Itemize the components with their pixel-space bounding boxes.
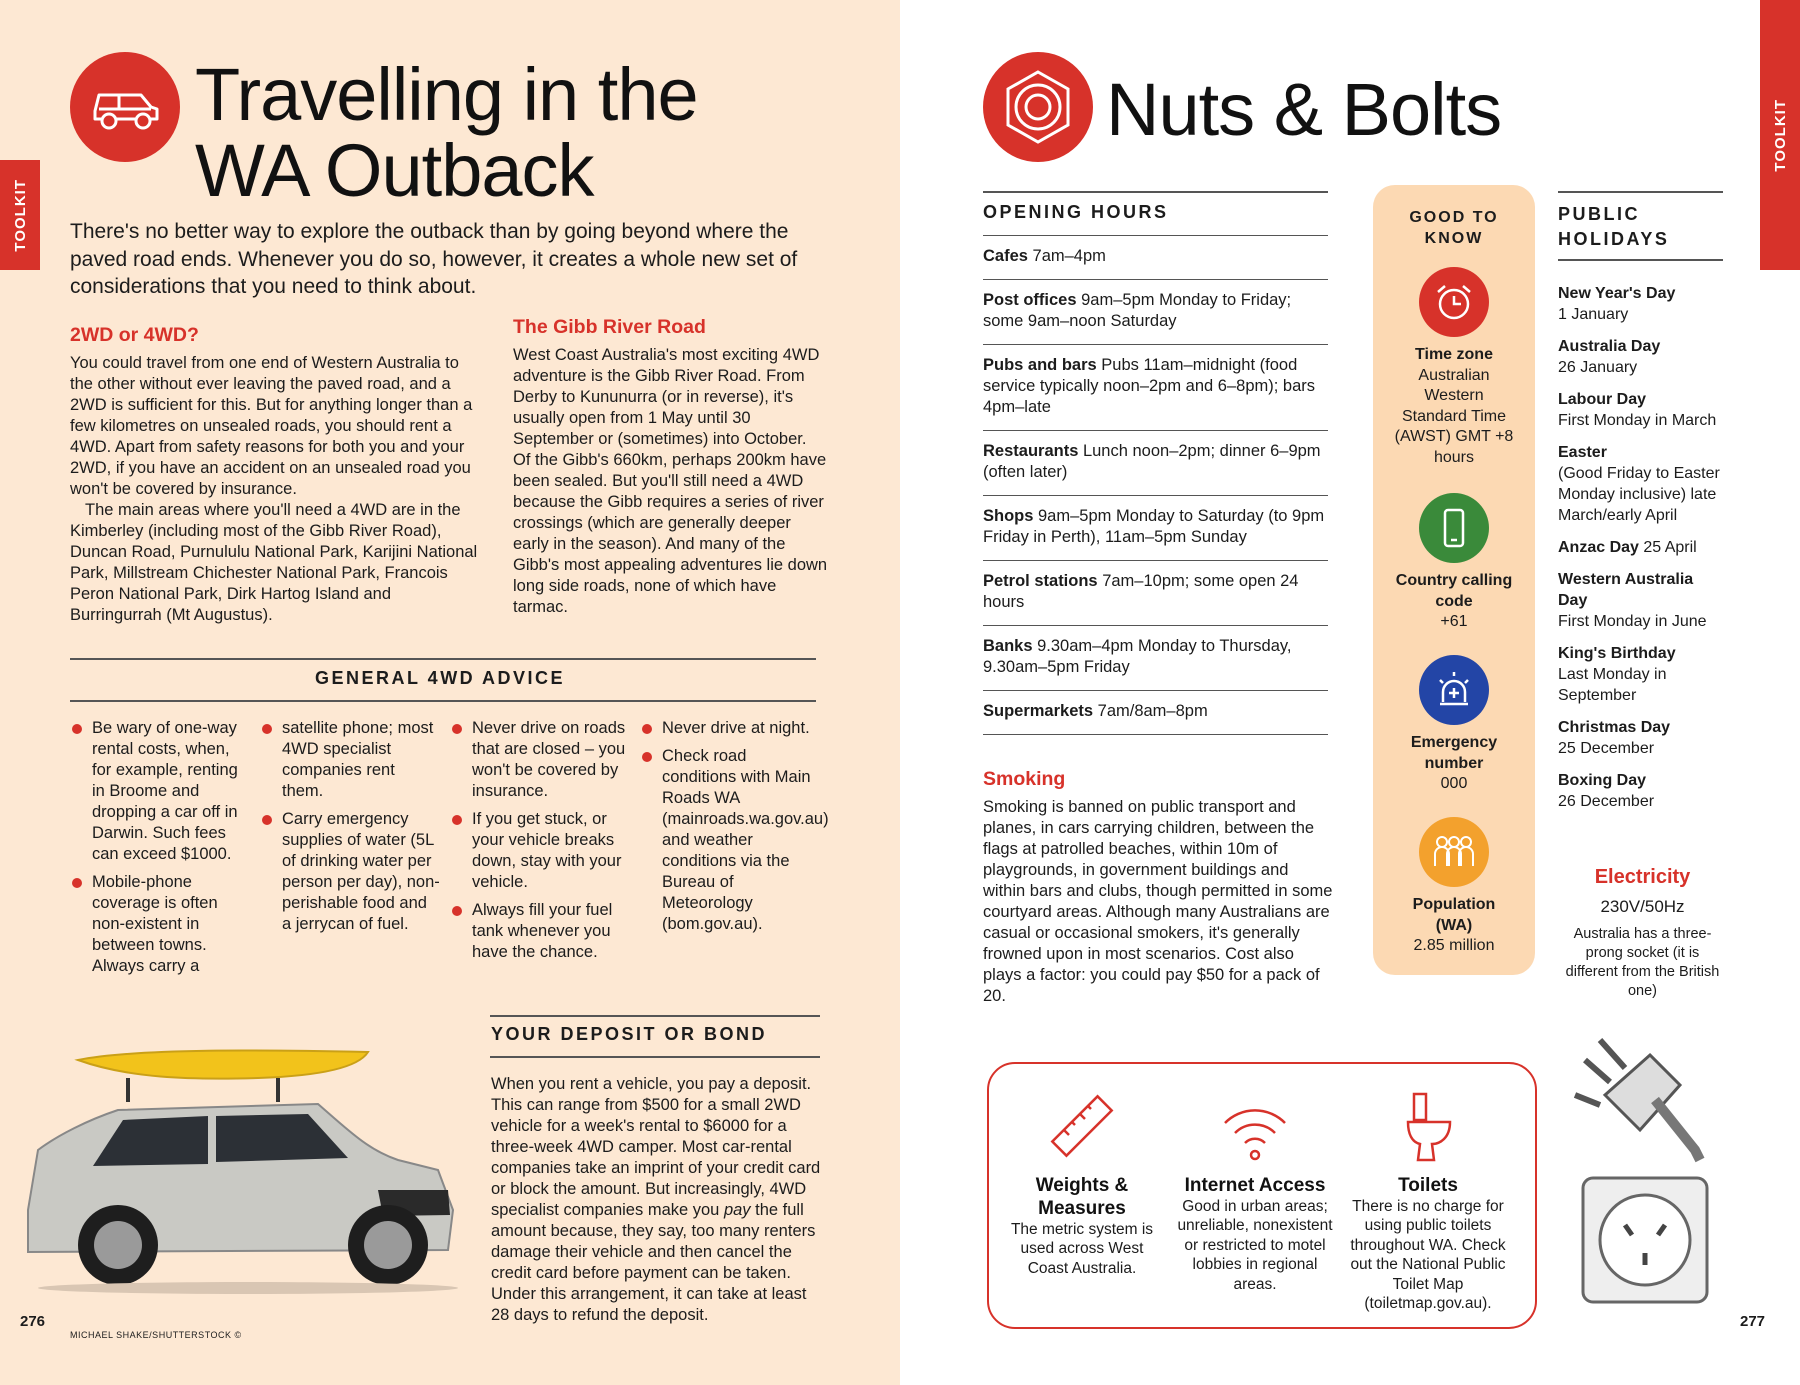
good-to-know-panel <box>1373 185 1535 975</box>
holiday-date: 25 April <box>1638 539 1697 556</box>
holiday-item <box>1558 442 1723 526</box>
opening-hours-row <box>983 345 1328 431</box>
holiday-date: First Monday in March <box>1558 412 1717 429</box>
holiday-item <box>1558 770 1723 812</box>
advice-item: Check road conditions with Main Roads WA (mainroads.wa.gov.au) and weather conditions via the Bureau of Meteorology (bom.gov.au). <box>640 746 820 935</box>
holiday-item <box>1558 537 1723 558</box>
holiday-name: Western Australia Day <box>1558 571 1694 609</box>
good-to-know-heading <box>1373 207 1535 249</box>
opening-hours-row <box>983 496 1328 561</box>
row-value: 9.30am–4pm Monday to Thursday, 9.30am–5pm Friday <box>983 637 1292 676</box>
holiday-date: 25 December <box>1558 740 1655 757</box>
section-2wd-4wd <box>70 324 485 626</box>
divider <box>490 1056 820 1058</box>
holiday-name: King's Birthday <box>1558 645 1676 662</box>
section-gibb-river-road <box>513 316 828 618</box>
section-paragraph: West Coast Australia's most exciting 4WD adventure is the Gibb River Road. From Derby to Kununurra (or in reverse), it's usually open from 1 May until 30 September or (sometimes) into October. Of the Gibb's 660km, perhaps 200km have been sealed. But you'll still need a 4WD because the Gibb requires a series of river crossings (which are generally deeper early in the season). And many of the Gibb's most appealing adventures lie down long side roads, none of which have tarmac. <box>513 346 828 616</box>
holiday-item <box>1558 389 1723 431</box>
opening-hours-row <box>983 280 1328 345</box>
electricity-text: Australia has a three-prong socket (it is different from the British one) <box>1565 926 1720 999</box>
advice-column-4 <box>640 718 829 942</box>
nut-icon <box>983 52 1093 162</box>
box-item-title: Toilets <box>1398 1174 1458 1196</box>
row-value: 7am/8am–8pm <box>1093 702 1208 720</box>
opening-hours-row <box>983 626 1328 691</box>
page-title <box>195 53 698 212</box>
emergency-item <box>1373 655 1535 795</box>
deposit-emphasis: pay <box>723 1201 751 1219</box>
advice-column-2 <box>260 718 440 942</box>
row-value: 7am–10pm; some open 24 hours <box>983 572 1299 611</box>
row-label: Restaurants <box>983 442 1079 460</box>
row-label: Post offices <box>983 291 1077 309</box>
advice-item: If you get stuck, or your vehicle breaks down, stay with your vehicle. <box>450 809 630 893</box>
holiday-date: Last Monday in September <box>1558 666 1667 704</box>
holiday-date: 26 January <box>1558 359 1638 376</box>
holiday-name: Labour Day <box>1558 391 1647 408</box>
advice-column-3 <box>450 718 630 970</box>
smoking-heading: Smoking <box>983 768 1066 790</box>
advice-item: Be wary of one-way rental costs, when, for example, renting in Broome and dropping a car off in Darwin. Such fees can exceed $1000. <box>70 718 250 865</box>
toilet-icon <box>1388 1088 1468 1168</box>
section-heading: The Gibb River Road <box>513 316 706 338</box>
holiday-item <box>1558 283 1723 325</box>
divider <box>1558 259 1723 261</box>
advice-heading: GENERAL 4WD ADVICE <box>315 668 566 688</box>
car-icon <box>70 52 180 162</box>
gtk-text: 000 <box>1440 775 1468 792</box>
toilets-item <box>1348 1088 1508 1314</box>
box-item-title: Internet Access <box>1184 1174 1326 1196</box>
alarm-clock-icon <box>1419 267 1489 337</box>
row-value: Pubs 11am–midnight (food service typically noon–2pm and 6–8pm); bars 4pm–late <box>983 356 1316 416</box>
box-item-text: The metric system is used across West Coast Australia. <box>1010 1220 1154 1277</box>
heading-line: HOLIDAYS <box>1558 229 1670 249</box>
tab-label: TOOLKIT <box>11 178 29 252</box>
heading-line: PUBLIC <box>1558 204 1640 224</box>
divider <box>70 658 816 660</box>
holiday-item <box>1558 336 1723 378</box>
holiday-item <box>1558 569 1723 632</box>
deposit-text-b: the full amount because, they say, too many renters damage their vehicle and then cancel the credit card before payment can be taken. Under this arrangement, it can take at least 28 days to refund the deposit. <box>491 1201 816 1324</box>
title-line-1: Travelling in the <box>195 53 698 136</box>
electricity-voltage: 230V/50Hz <box>1600 897 1685 916</box>
divider <box>1558 191 1723 193</box>
advice-column-1 <box>70 718 250 984</box>
deposit-text-a: When you rent a vehicle, you pay a deposit. This can range from $500 for a small 2WD vehicle for a week's rental to $6000 for a three-week 4WD camper. Most car-rental companies take an imprint of your credit card or block the amount. But increasingly, 4WD specialist companies make you <box>491 1075 821 1219</box>
advice-item: Mobile-phone coverage is often non-existent in between towns. Always carry a <box>70 872 250 977</box>
wifi-icon <box>1215 1088 1295 1168</box>
section-paragraph: You could travel from one end of Western Australia to the other without ever leaving the paved road, and a 2WD is sufficient for this. But for anything longer than a few kilometres on unsealed roads, you should rent a 4WD. Apart from safety reasons for both you and your 2WD, if you have an accident on an unsealed road you won't be covered by insurance. <box>70 354 473 498</box>
gtk-text: Australian Western Standard Time (AWST) GMT +8 hours <box>1394 366 1514 466</box>
box-item-text: Good in urban areas; unreliable, nonexistent or restricted to motel lobbies in regional areas. <box>1177 1197 1333 1293</box>
right-page <box>900 0 1800 1385</box>
ruler-icon <box>1042 1088 1122 1168</box>
holiday-name: Boxing Day <box>1558 772 1647 789</box>
advice-item: Always fill your fuel tank whenever you have the chance. <box>450 900 630 963</box>
deposit-heading: YOUR DEPOSIT OR BOND <box>491 1024 768 1044</box>
page-title: Nuts & Bolts <box>1106 68 1502 151</box>
opening-hours-list <box>983 235 1328 735</box>
row-label: Banks <box>983 637 1033 655</box>
tab-label: TOOLKIT <box>1771 98 1789 172</box>
holidays-heading <box>1558 202 1669 252</box>
opening-hours-row <box>983 691 1328 735</box>
holiday-date: 1 January <box>1558 306 1629 323</box>
plug-icon <box>1555 1020 1715 1180</box>
section-paragraph: The main areas where you'll need a 4WD are in the Kimberley (including most of the Gibb River Road), Duncan Road, Purnululu National Park, Karijini National Park, Millstream Chichester National Park, Francois Peron National Park, Dirk Hartog Island and Burringurrah (Mt Augustus). <box>70 501 478 624</box>
advice-item: Never drive on roads that are closed – you won't be covered by insurance. <box>450 718 630 802</box>
holiday-name: New Year's Day <box>1558 285 1676 302</box>
heading-line: KNOW <box>1424 230 1484 247</box>
row-value: 9am–5pm Monday to Saturday (to 9pm Friday in Perth), 11am–5pm Sunday <box>983 507 1325 546</box>
holiday-date: First Monday in June <box>1558 613 1707 630</box>
smoking-text: Smoking is banned on public transport and planes, in cars carrying children, between the flags at patrolled beaches, within 10m of playgrounds, in government buildings and within bars and clubs, though permitted in some courtyard areas. Although many Australians are casual or occasional smokers, it's generally frowned upon in most scenarios. Cost also plays a factor: you could pay $50 for a pack of 20. <box>983 798 1333 1005</box>
holiday-name: Anzac Day <box>1558 539 1639 556</box>
opening-hours-heading: OPENING HOURS <box>983 202 1169 222</box>
holiday-date: 26 December <box>1558 793 1655 810</box>
advice-item: Carry emergency supplies of water (5L of drinking water per person per day), non-perishable food and a jerrycan of fuel. <box>260 809 440 935</box>
holiday-name: Christmas Day <box>1558 719 1671 736</box>
electricity-section <box>1555 866 1730 1001</box>
siren-icon <box>1419 655 1489 725</box>
page-number: 277 <box>1740 1313 1766 1330</box>
toolkit-tab <box>0 160 40 270</box>
people-icon <box>1419 817 1489 887</box>
heading-line: GOOD TO <box>1409 209 1499 226</box>
box-item-text: There is no charge for using public toilets throughout WA. Check out the National Public Toilet Map (toiletmap.gov.au). <box>1350 1197 1506 1312</box>
row-label: Petrol stations <box>983 572 1098 590</box>
car-photo <box>18 1040 478 1295</box>
gtk-title: Time zone <box>1415 346 1493 363</box>
opening-hours-row <box>983 236 1328 280</box>
smoking-section <box>983 768 1335 1007</box>
holidays-list <box>1558 283 1723 823</box>
gtk-title: Population (WA) <box>1412 896 1496 934</box>
holiday-item <box>1558 643 1723 706</box>
calling-code-item <box>1373 493 1535 633</box>
row-label: Pubs and bars <box>983 356 1097 374</box>
electricity-heading: Electricity <box>1594 866 1691 888</box>
row-value: 7am–4pm <box>1027 247 1106 265</box>
gtk-title: Country calling code <box>1395 572 1513 610</box>
advice-item: Never drive at night. <box>640 718 820 739</box>
holiday-item <box>1558 717 1723 759</box>
row-label: Cafes <box>983 247 1028 265</box>
phone-icon <box>1419 493 1489 563</box>
section-heading: 2WD or 4WD? <box>70 324 199 346</box>
divider <box>490 1015 820 1017</box>
row-label: Supermarkets <box>983 702 1094 720</box>
photo-credit: MICHAEL SHAKE/SHUTTERSTOCK © <box>70 1330 242 1340</box>
gtk-text: 2.85 million <box>1413 937 1495 954</box>
population-item <box>1373 817 1535 957</box>
time-zone-item <box>1373 267 1535 468</box>
divider <box>983 191 1328 193</box>
page-number: 276 <box>20 1313 46 1330</box>
gtk-text: +61 <box>1440 613 1468 630</box>
box-item-title: Weights & Measures <box>1035 1174 1129 1219</box>
internet-access-item <box>1175 1088 1335 1294</box>
row-label: Shops <box>983 507 1034 525</box>
row-value: 9am–5pm Monday to Friday; some 9am–noon Saturday <box>983 291 1292 330</box>
toolkit-tab <box>1760 0 1800 270</box>
socket-icon <box>1580 1175 1710 1305</box>
gtk-title: Emergency number <box>1410 734 1498 772</box>
row-value: Lunch noon–2pm; dinner 6–9pm (often later) <box>983 442 1321 481</box>
weights-measures-item <box>1002 1088 1162 1278</box>
deposit-text <box>491 1074 826 1326</box>
title-line-2: WA Outback <box>195 129 594 212</box>
opening-hours-row <box>983 431 1328 496</box>
holiday-name: Easter <box>1558 444 1607 461</box>
opening-hours-row <box>983 561 1328 626</box>
holiday-name: Australia Day <box>1558 338 1661 355</box>
holiday-date: (Good Friday to Easter Monday inclusive) late March/early April <box>1558 465 1720 524</box>
divider <box>70 700 816 702</box>
advice-item-continued: satellite phone; most 4WD specialist companies rent them. <box>260 718 440 802</box>
intro-text: There's no better way to explore the outback than by going beyond where the paved road ends. Whenever you do so, however, it creates a whole new set of considerations that you need to think about. <box>70 220 798 298</box>
